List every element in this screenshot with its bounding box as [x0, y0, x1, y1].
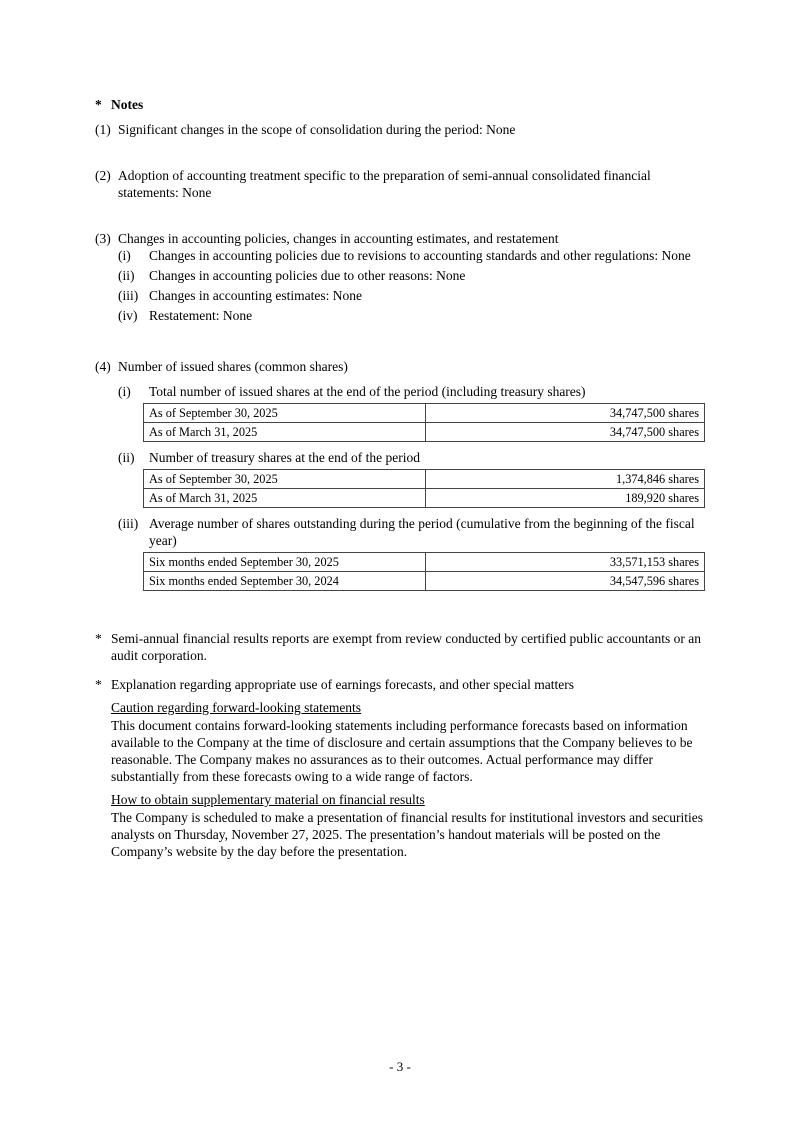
sub-item-number: (iii)	[118, 288, 139, 303]
table-cell-label: As of March 31, 2025	[144, 489, 426, 508]
note-item-4-number: (4)	[95, 359, 111, 374]
sub-item-number: (iii)	[118, 516, 139, 531]
table-cell-value: 34,547,596 shares	[426, 572, 705, 591]
note-item-3	[95, 230, 705, 247]
remark-text: Semi-annual financial results reports are exempt from review conducted by certified public accountants or an audit corporation.	[111, 631, 702, 663]
sub-item-text: Total number of issued shares at the end of the period (including treasury shares)	[149, 384, 586, 399]
sub-item-number: (i)	[118, 248, 131, 263]
table-cell-label: Six months ended September 30, 2025	[144, 553, 426, 572]
table-row	[144, 553, 705, 572]
note-item-3-sub-iii	[118, 287, 705, 304]
caution-heading: Caution regarding forward-looking statements	[111, 700, 362, 715]
note-item-1	[95, 121, 705, 138]
table-cell-value: 33,571,153 shares	[426, 553, 705, 572]
sub-item-number: (iv)	[118, 308, 138, 323]
note-item-4-sub-ii	[118, 449, 705, 466]
sub-item-number: (ii)	[118, 450, 135, 465]
sub-item-text: Average number of shares outstanding during the period (cumulative from the beginning of the fiscal year)	[149, 516, 695, 548]
sub-item-text: Changes in accounting estimates: None	[149, 288, 362, 303]
remark-marker: *	[95, 631, 102, 646]
sub-item-text: Restatement: None	[149, 308, 253, 323]
sub-item-number: (i)	[118, 384, 131, 399]
forecasts-remark	[95, 676, 705, 693]
notes-header	[95, 96, 705, 113]
note-item-4-sub-iii	[118, 515, 705, 549]
note-item-1-number: (1)	[95, 122, 111, 137]
issued-shares-table	[143, 403, 705, 442]
note-item-3-sub-i	[118, 247, 705, 264]
average-shares-table	[143, 552, 705, 591]
caution-paragraph: This document contains forward-looking statements including performance forecasts based on information available to the Company at the time of disclosure and certain assumptions that the Company believes to be reasonable. The Company makes no assurances as to their outcomes. Actual performance may differ substantially from these forecasts owing to a wide range of factors.	[111, 718, 693, 784]
review-exemption-remark	[95, 630, 705, 664]
sub-item-text: Number of treasury shares at the end of the period	[149, 450, 421, 465]
notes-marker: *	[95, 97, 102, 112]
treasury-shares-table	[143, 469, 705, 508]
note-item-1-text: Significant changes in the scope of consolidation during the period: None	[118, 122, 516, 137]
note-item-4-sub-i	[118, 383, 705, 400]
table-cell-value: 34,747,500 shares	[426, 404, 705, 423]
page-number: - 3 -	[389, 1059, 411, 1074]
table-row	[144, 489, 705, 508]
note-item-3-sub-ii	[118, 267, 705, 284]
table-row	[144, 470, 705, 489]
note-item-3-sub-iv	[118, 307, 705, 324]
forecasts-remark-body	[111, 699, 705, 860]
table-cell-label: As of March 31, 2025	[144, 423, 426, 442]
table-cell-value: 189,920 shares	[426, 489, 705, 508]
table-cell-value: 1,374,846 shares	[426, 470, 705, 489]
table-cell-label: As of September 30, 2025	[144, 470, 426, 489]
note-item-4-text: Number of issued shares (common shares)	[118, 359, 348, 374]
howto-paragraph: The Company is scheduled to make a presentation of financial results for institutional investors and securities analysts on Thursday, November 27, 2025. The presentation’s handout materials will be posted on the Company’s website by the day before the presentation.	[111, 810, 703, 859]
table-cell-label: Six months ended September 30, 2024	[144, 572, 426, 591]
sub-item-number: (ii)	[118, 268, 135, 283]
table-row	[144, 572, 705, 591]
sub-item-text: Changes in accounting policies due to revisions to accounting standards and other regulations: None	[149, 248, 691, 263]
remark-title: Explanation regarding appropriate use of earnings forecasts, and other special matters	[111, 677, 574, 692]
table-row	[144, 404, 705, 423]
note-item-3-number: (3)	[95, 231, 111, 246]
table-cell-value: 34,747,500 shares	[426, 423, 705, 442]
howto-heading: How to obtain supplementary material on financial results	[111, 792, 425, 807]
note-item-2-text: Adoption of accounting treatment specific to the preparation of semi-annual consolidated financial statements: None	[118, 168, 651, 200]
notes-title: Notes	[111, 97, 144, 112]
note-item-3-text: Changes in accounting policies, changes in accounting estimates, and restatement	[118, 231, 559, 246]
note-item-2-number: (2)	[95, 168, 111, 183]
remark-marker: *	[95, 677, 102, 692]
table-row	[144, 423, 705, 442]
note-item-4	[95, 358, 705, 375]
sub-item-text: Changes in accounting policies due to other reasons: None	[149, 268, 466, 283]
table-cell-label: As of September 30, 2025	[144, 404, 426, 423]
note-item-2	[95, 167, 705, 201]
